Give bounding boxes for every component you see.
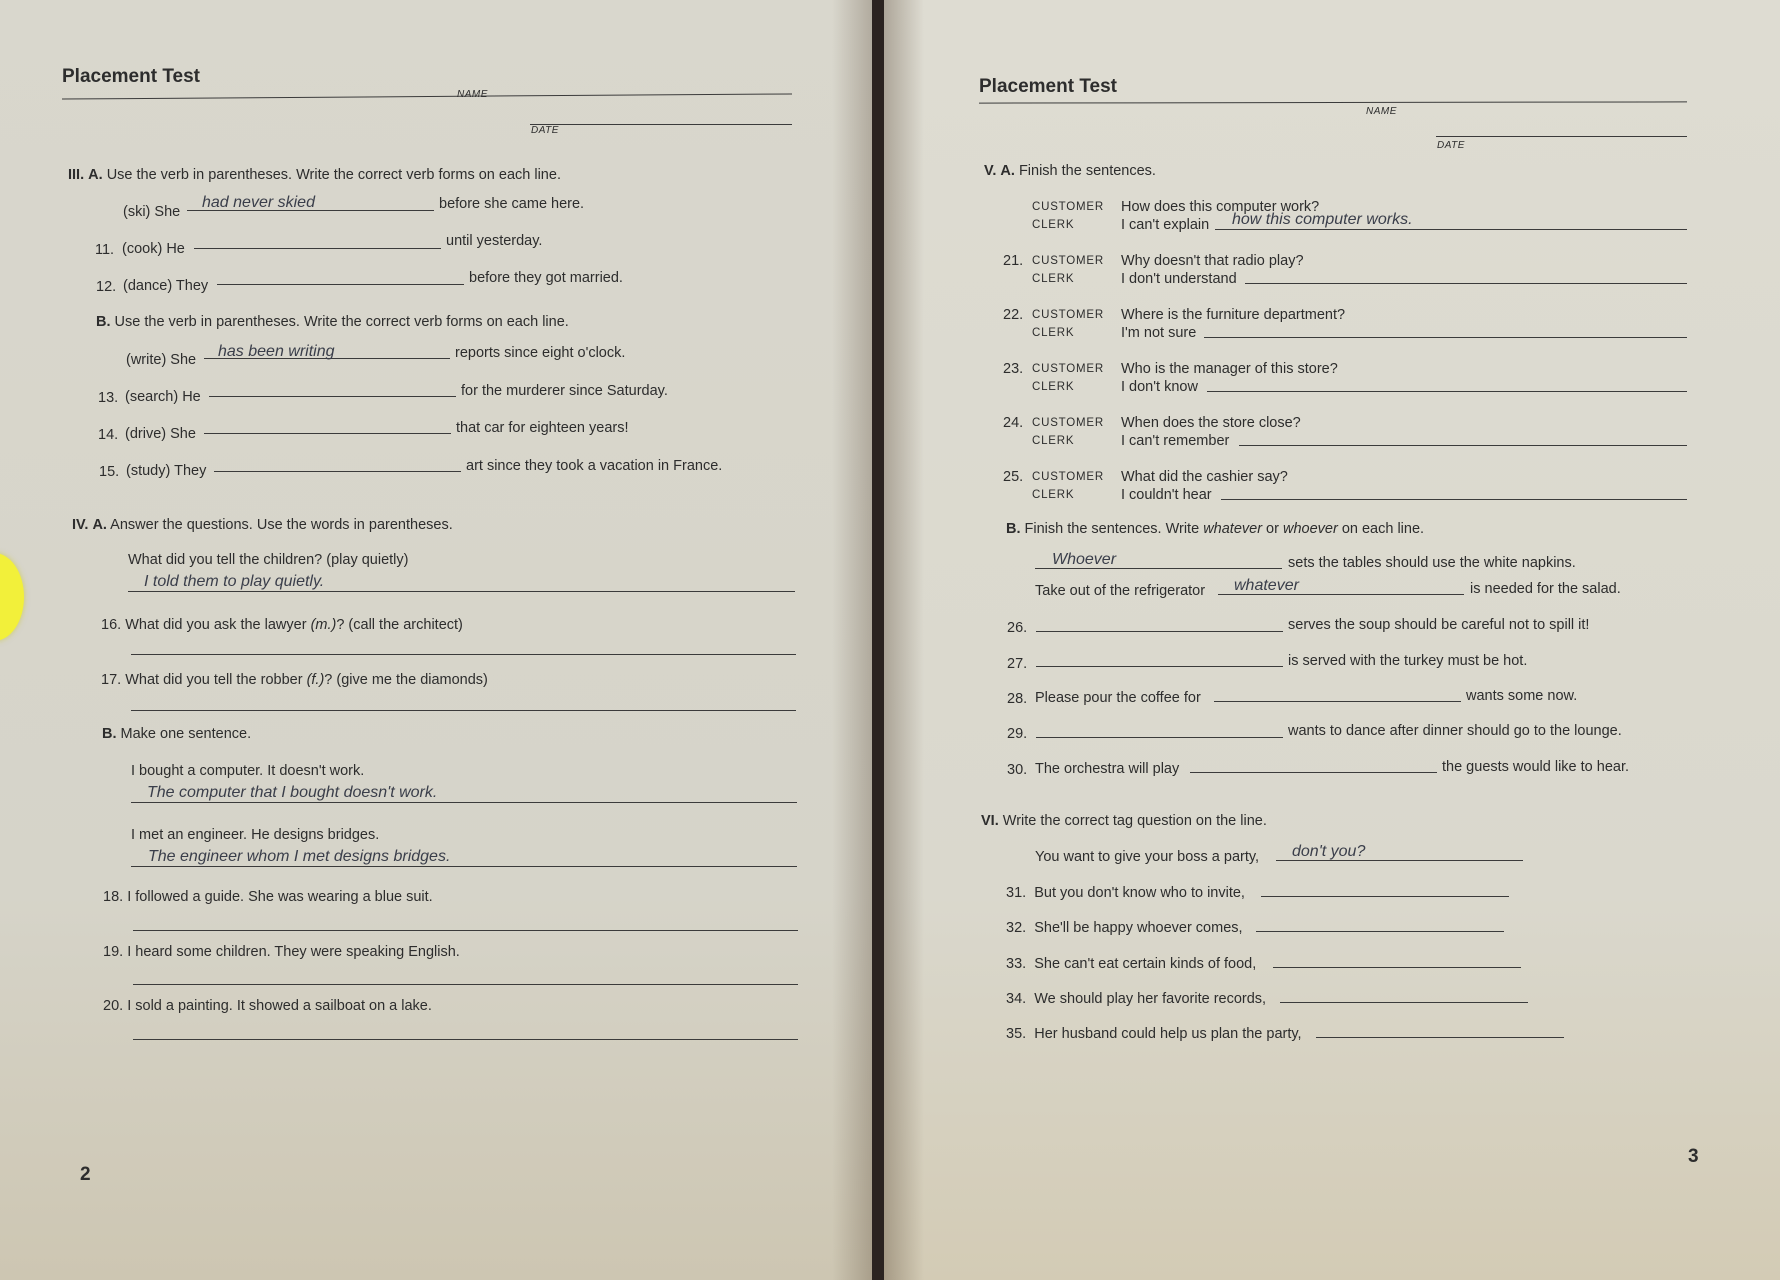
- item-text: She can't eat certain kinds of food,: [1034, 956, 1257, 972]
- instruction: Finish the sentences. Write: [1024, 521, 1204, 537]
- section-iv-b-heading: [102, 726, 251, 742]
- example-answer: I told them to play quietly.: [144, 573, 325, 590]
- date-line: [530, 124, 792, 125]
- example-prompt: I met an engineer. He designs bridges.: [131, 827, 380, 843]
- customer-label: CUSTOMER: [1032, 201, 1104, 213]
- example-question: What did you tell the children? (play quietly): [128, 552, 409, 568]
- clerk-prefix: I can't explain: [1121, 217, 1210, 233]
- item-17: [101, 672, 488, 688]
- answer-line-20[interactable]: [133, 1039, 798, 1040]
- answer-line-32[interactable]: [1256, 931, 1504, 932]
- customer-label: CUSTOMER: [1032, 309, 1104, 321]
- customer-question: How does this computer work?: [1121, 199, 1320, 215]
- example-suffix: is needed for the salad.: [1470, 581, 1621, 597]
- date-label: DATE: [1437, 140, 1465, 151]
- item-19: [103, 944, 460, 960]
- item-prefix: (drive) She: [125, 426, 196, 442]
- item-number: 33.: [1006, 956, 1027, 972]
- example-answer: has been writing: [218, 343, 335, 360]
- clerk-prefix: I'm not sure: [1121, 325, 1197, 341]
- answer-line-17[interactable]: [131, 710, 796, 711]
- left-page: [0, 0, 872, 1280]
- answer-line-35[interactable]: [1316, 1037, 1564, 1038]
- example-answer: how this computer works.: [1232, 211, 1413, 228]
- answer-line-31[interactable]: [1261, 896, 1509, 897]
- part-label: B.: [102, 726, 117, 742]
- item-number: 23.: [1003, 361, 1024, 377]
- customer-question: When does the store close?: [1121, 415, 1301, 431]
- instruction-word: whatever: [1203, 521, 1263, 537]
- answer-line: [131, 866, 797, 867]
- answer-line-27[interactable]: [1036, 666, 1283, 667]
- example-suffix: before she came here.: [439, 196, 585, 212]
- item-suffix: before they got married.: [469, 270, 623, 286]
- item-number: 20.: [103, 998, 124, 1014]
- part-label: B.: [1006, 521, 1021, 537]
- item-suffix: wants some now.: [1466, 688, 1578, 704]
- answer-line-15[interactable]: [214, 471, 461, 472]
- item-number: 19.: [103, 944, 124, 960]
- instruction-mid: or: [1262, 521, 1283, 537]
- item-text: We should play her favorite records,: [1034, 991, 1267, 1007]
- item-number: 16.: [101, 617, 122, 633]
- example-prefix: (ski) She: [123, 204, 181, 220]
- instruction: Finish the sentences.: [1018, 163, 1156, 179]
- part-label: A.: [92, 517, 107, 533]
- answer-line-11[interactable]: [194, 248, 441, 249]
- example-answer: whatever: [1234, 577, 1299, 594]
- instruction-word: whoever: [1282, 521, 1338, 537]
- answer-line-21[interactable]: [1245, 283, 1687, 284]
- answer-line-16[interactable]: [131, 654, 796, 655]
- date-label: DATE: [531, 125, 559, 136]
- answer-line-18[interactable]: [133, 930, 798, 931]
- answer-line-13[interactable]: [209, 396, 456, 397]
- item-text: But you don't know who to invite,: [1034, 885, 1245, 901]
- item-number: 26.: [1007, 620, 1028, 636]
- item-prefix: Please pour the coffee for: [1035, 690, 1201, 706]
- item-number: 18.: [103, 889, 124, 905]
- item-number: 11.: [95, 242, 115, 258]
- item-prefix: The orchestra will play: [1035, 761, 1180, 777]
- example-answer: had never skied: [202, 194, 315, 211]
- clerk-label: CLERK: [1032, 327, 1075, 339]
- item-20: [103, 998, 432, 1014]
- item-number: 21.: [1003, 253, 1024, 269]
- clerk-label: CLERK: [1032, 489, 1075, 501]
- instruction: Make one sentence.: [120, 726, 252, 742]
- item-number: 13.: [98, 390, 119, 406]
- answer-line-22[interactable]: [1204, 337, 1687, 338]
- customer-label: CUSTOMER: [1032, 471, 1104, 483]
- name-label: NAME: [1366, 106, 1397, 117]
- page-title: Placement Test: [979, 76, 1117, 97]
- item-suffix: that car for eighteen years!: [456, 420, 629, 436]
- clerk-label: CLERK: [1032, 219, 1075, 231]
- section-v-a-heading: [984, 163, 1156, 179]
- answer-line-29[interactable]: [1036, 737, 1283, 738]
- item-number: 17.: [101, 672, 122, 688]
- section-number: IV.: [72, 517, 89, 533]
- item-suffix: art since they took a vacation in France.: [466, 458, 723, 474]
- item-suffix: is served with the turkey must be hot.: [1288, 653, 1528, 669]
- item-34: [1006, 991, 1266, 1007]
- item-number: 25.: [1003, 469, 1024, 485]
- item-text: I followed a guide. She was wearing a blue suit.: [127, 889, 433, 905]
- clerk-prefix: I couldn't hear: [1121, 487, 1212, 503]
- example-answer: don't you?: [1292, 843, 1366, 860]
- clerk-label: CLERK: [1032, 273, 1075, 285]
- item-number: 24.: [1003, 415, 1024, 431]
- item-text: She'll be happy whoever comes,: [1034, 920, 1243, 936]
- answer-line-33[interactable]: [1273, 967, 1521, 968]
- answer-line-26[interactable]: [1036, 631, 1283, 632]
- customer-question: Who is the manager of this store?: [1121, 361, 1338, 377]
- page-number: 3: [1688, 1146, 1699, 1167]
- example-suffix: reports since eight o'clock.: [455, 345, 626, 361]
- item-number: 32.: [1006, 920, 1027, 936]
- item-number: 30.: [1007, 762, 1028, 778]
- example-answer: The engineer whom I met designs bridges.: [148, 848, 451, 865]
- item-number: 29.: [1007, 726, 1028, 742]
- section-vi-heading: [981, 813, 1267, 829]
- item-text: I sold a painting. It showed a sailboat on a lake.: [127, 998, 432, 1014]
- item-text: What did you tell the robber: [125, 672, 307, 688]
- right-page: [884, 0, 1780, 1280]
- answer-line-12[interactable]: [217, 284, 464, 285]
- yellow-sticky-tab: [0, 553, 24, 641]
- header-rule: [979, 101, 1687, 103]
- example-prefix: You want to give your boss a party,: [1035, 849, 1260, 865]
- item-number: 31.: [1006, 885, 1027, 901]
- answer-line-14[interactable]: [204, 433, 451, 434]
- item-number: 27.: [1007, 656, 1028, 672]
- answer-line-25[interactable]: [1221, 499, 1687, 500]
- section-iii-b-heading: [96, 314, 569, 330]
- item-16: [101, 617, 463, 633]
- instruction: Answer the questions. Use the words in parentheses.: [110, 517, 453, 533]
- answer-line: [128, 591, 795, 592]
- item-text-end: ? (give me the diamonds): [324, 672, 488, 688]
- example-suffix: sets the tables should use the white napkins.: [1288, 555, 1576, 571]
- header-rule: [62, 93, 792, 99]
- part-label: B.: [96, 314, 111, 330]
- item-text-end: ? (call the architect): [336, 617, 463, 633]
- item-33: [1006, 956, 1256, 972]
- item-prefix: (search) He: [125, 389, 201, 405]
- customer-label: CUSTOMER: [1032, 417, 1104, 429]
- item-number: 22.: [1003, 307, 1024, 323]
- item-gender: (m.): [310, 617, 337, 633]
- example-prefix: (write) She: [126, 352, 197, 368]
- example-prefix: Take out of the refrigerator: [1035, 583, 1206, 599]
- date-line: [1436, 136, 1687, 137]
- instruction: Use the verb in parentheses. Write the correct verb forms on each line.: [114, 314, 569, 330]
- instruction: Write the correct tag question on the line.: [1002, 813, 1267, 829]
- example-answer: Whoever: [1052, 551, 1117, 568]
- item-suffix: wants to dance after dinner should go to the lounge.: [1288, 723, 1622, 739]
- item-number: 12.: [96, 279, 117, 295]
- section-number: VI.: [981, 813, 999, 829]
- answer-line-23[interactable]: [1207, 391, 1687, 392]
- item-prefix: (cook) He: [122, 241, 185, 257]
- name-label: NAME: [457, 89, 488, 100]
- item-prefix: (study) They: [126, 463, 207, 479]
- page-title: Placement Test: [62, 66, 200, 87]
- section-iii-a-heading: [68, 167, 561, 183]
- answer-line-19[interactable]: [133, 984, 798, 985]
- answer-line-30[interactable]: [1190, 772, 1437, 773]
- customer-question: Why doesn't that radio play?: [1121, 253, 1304, 269]
- part-label: A.: [88, 167, 103, 183]
- customer-question: Where is the furniture department?: [1121, 307, 1346, 323]
- item-number: 14.: [98, 427, 119, 443]
- item-prefix: (dance) They: [123, 278, 209, 294]
- clerk-prefix: I don't know: [1121, 379, 1198, 395]
- customer-label: CUSTOMER: [1032, 363, 1104, 375]
- instruction: Use the verb in parentheses. Write the correct verb forms on each line.: [106, 167, 561, 183]
- instruction-end: on each line.: [1337, 521, 1425, 537]
- customer-label: CUSTOMER: [1032, 255, 1104, 267]
- example-prompt: I bought a computer. It doesn't work.: [131, 763, 365, 779]
- spine-shadow: [832, 0, 872, 1280]
- section-number: III.: [68, 167, 85, 183]
- item-suffix: for the murderer since Saturday.: [461, 383, 668, 399]
- part-label: A.: [1000, 163, 1015, 179]
- item-number: 34.: [1006, 991, 1027, 1007]
- item-32: [1006, 920, 1243, 936]
- page-number: 2: [80, 1164, 91, 1185]
- item-suffix: until yesterday.: [446, 233, 543, 249]
- section-iv-a-heading: [72, 517, 453, 533]
- item-35: [1006, 1026, 1302, 1042]
- clerk-prefix: I can't remember: [1121, 433, 1230, 449]
- answer-line-34[interactable]: [1280, 1002, 1528, 1003]
- spine-shadow: [884, 0, 924, 1280]
- answer-line-28[interactable]: [1214, 701, 1461, 702]
- item-number: 28.: [1007, 691, 1028, 707]
- item-text: What did you ask the lawyer: [125, 617, 311, 633]
- clerk-prefix: I don't understand: [1121, 271, 1237, 287]
- example-answer: The computer that I bought doesn't work.: [147, 784, 438, 801]
- item-number: 15.: [99, 464, 120, 480]
- item-gender: (f.): [306, 672, 325, 688]
- answer-line-24[interactable]: [1239, 445, 1687, 446]
- item-suffix: the guests would like to hear.: [1442, 759, 1630, 775]
- clerk-label: CLERK: [1032, 381, 1075, 393]
- customer-question: What did the cashier say?: [1121, 469, 1288, 485]
- item-31: [1006, 885, 1245, 901]
- item-number: 35.: [1006, 1026, 1027, 1042]
- section-v-b-heading: [1006, 521, 1424, 537]
- section-number: V.: [984, 163, 997, 179]
- answer-line: [131, 802, 797, 803]
- item-text: Her husband could help us plan the party,: [1034, 1026, 1302, 1042]
- item-text: I heard some children. They were speaking English.: [127, 944, 460, 960]
- clerk-label: CLERK: [1032, 435, 1075, 447]
- answer-line: [1215, 229, 1687, 230]
- item-suffix: serves the soup should be careful not to spill it!: [1288, 617, 1590, 633]
- item-18: [103, 889, 433, 905]
